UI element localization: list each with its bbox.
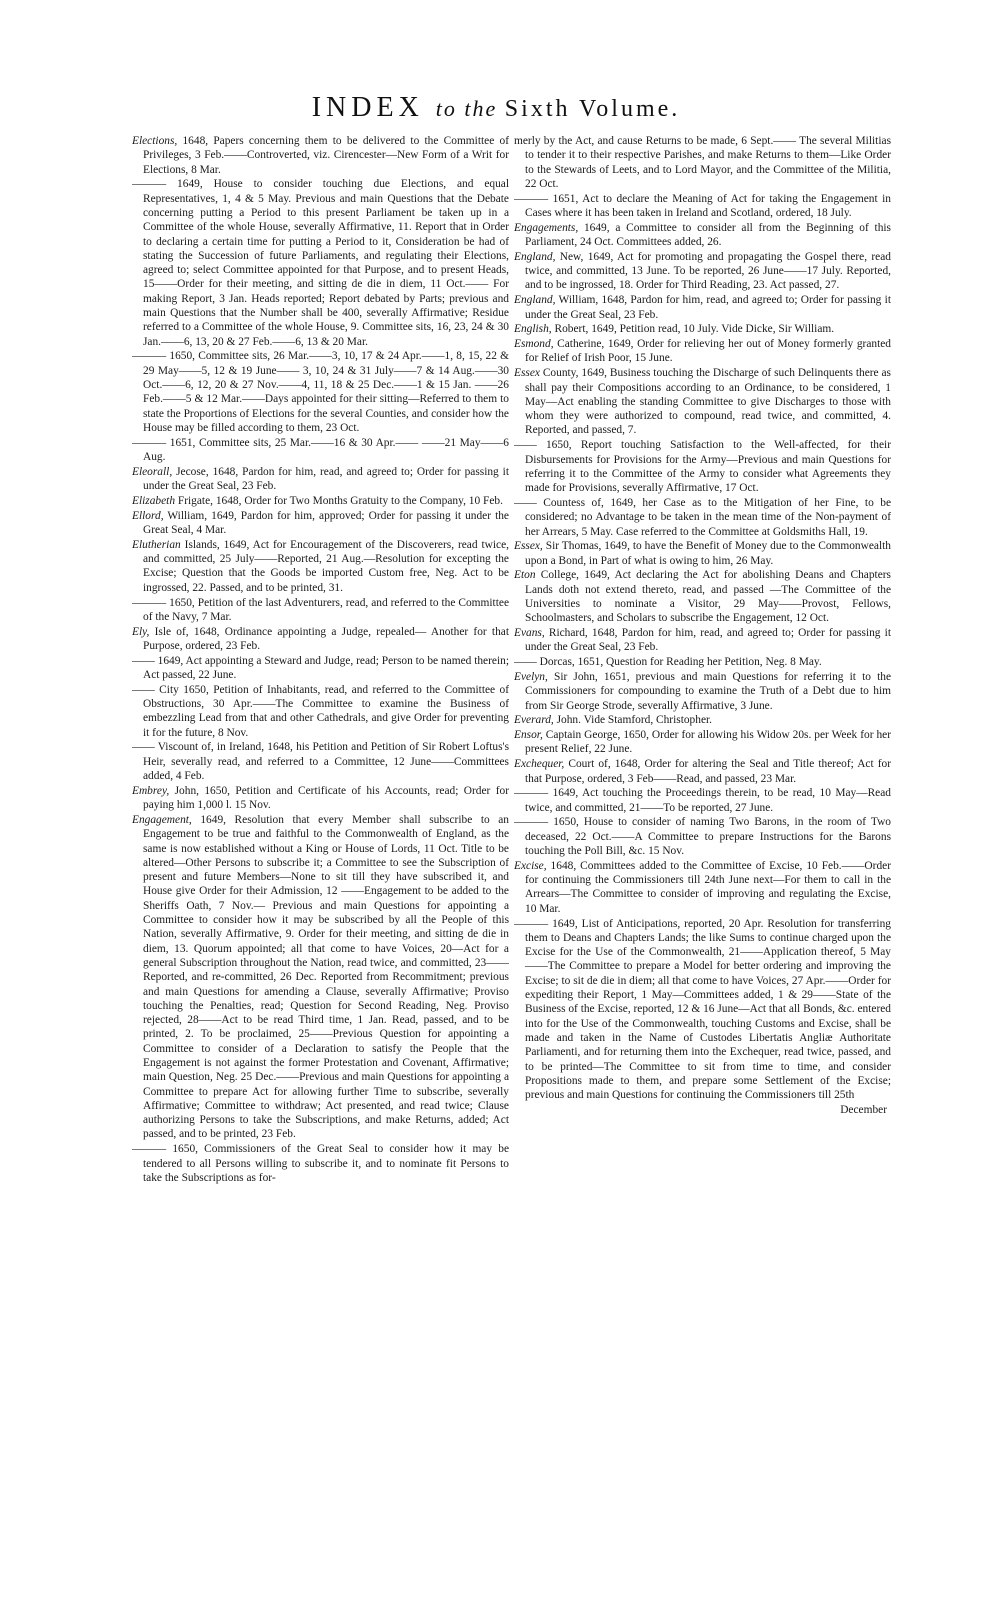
entry-text: Richard, 1648, Pardon for him, read, and agreed to; Order for passing it under the Great Seal, 23 Feb. [525,627,891,654]
index-entry [514,322,891,336]
entry-text: Catherine, 1649, Order for relieving her out of Money formerly granted for Relief of Irish Poor, 15 June. [525,338,891,365]
entry-headword: Embrey, [132,784,170,797]
entry-headword: Ely, [132,625,150,638]
index-entry [132,436,509,465]
index-entry [132,740,509,783]
index-entry [132,596,509,625]
entry-text: Court of, 1648, Order for altering the Seal and Title thereof; Act for that Purpose, ordered, 3 Feb——Read, and passed, 23 Mar. [525,758,891,785]
entry-text: ——— 1649, House to consider touching due Elections, and equal Representatives, 1, 4 & 5 May. Previous and main Questions that the Debate concerning putting a Period to this present Parliament be taken up in a Committee of the whole House, severally Affirmative, 11. Report that in Order to declaring a certain time for putting a Period to it, Consideration be had of stating the Succession of future Parliaments, and regulating their Elections, agreed to; select Committee appointed for that Purpose, and to present Heads, 15——Order for their meeting, and sitting de die in diem, 11 Oct.—— For making Report, 3 Jan. Heads reported; Report debated by Parts; previous and main Questions that the Number shall be 400, severally Affirmative; Residue referred to a Committee of the whole House, 9. Committee sits, 16, 23, 24 & 30 Jan.——6, 13, 20 & 27 Feb.——6, 13 & 20 Mar. [132,178,509,348]
index-entry [514,815,891,858]
catchword: December [840,1103,887,1116]
index-entry [514,134,891,191]
entry-text: 1648, Papers concerning them to be delivered to the Committee of Privileges, 3 Feb.——Controverted, viz. Cirencester—New Form of a Writ for Elections, 8 Mar. [143,135,509,176]
entry-text: ——— 1649, List of Anticipations, reported, 20 Apr. Resolution for transferring them to Deans and Chapters Lands; the like Sums to continue charged upon the Excise for the Use of the Commonwealth, 21——Application thereof, 5 May——The Committee to prepare a Model for better ordering and improving the Excise; to sit de die in diem; all that come to have Voices, 27 Apr.——Order for expediting their Report, 1 May—Committees added, 1 & 29——State of the Business of the Excise, reported, 12 & 16 June—Act that all Bonds, &c. entered into for the Use of the Commonwealth, touching Customs and Excise, shall be made and taken in the Name of Custodes Libertatis Angliæ Authoritate Parliamenti, and for returning them into the Exchequer, read twice, passed, and to be printed—The Committee to sit from time to time, and consider Propositions made to them, and prepare some Settlement of the Excise; previous and main Questions for continuing the Commissioners till 25th [514,917,891,1102]
entry-text: Frigate, 1648, Order for Two Months Gratuity to the Company, 10 Feb. [175,494,503,507]
entry-text: —— City 1650, Petition of Inhabitants, read, and referred to the Committee of Obstructions, 30 Apr.——The Committee to examine the Business of embezzling Lead from that and other Cathedrals, and give Order for preventing it for the future, 8 Nov. [132,683,509,739]
index-entry [132,784,509,813]
entry-text: —— Viscount of, in Ireland, 1648, his Petition and Petition of Sir Robert Loftus's Heir, severally read, and referred to a Committee, 12 June——Committees added, 4 Feb. [132,741,509,783]
entry-headword: England, [514,250,556,263]
left-column [132,134,509,1594]
entry-headword: Esmond, [514,338,554,351]
index-entry [514,713,891,727]
index-entry [132,509,509,538]
index-entry [514,670,891,713]
index-entry [132,654,509,683]
title-volume: Sixth Volume. [504,96,681,122]
right-column-entries [514,134,891,1102]
entry-text: William, 1648, Pardon for him, read, and agreed to; Order for passing it under the Great Seal, 23 Feb. [525,294,891,321]
title-index: INDEX [311,92,436,123]
index-entry [514,293,891,322]
entry-headword: Engagements, [514,221,579,234]
index-entry [132,177,509,349]
index-entry [514,655,891,669]
index-entry [132,625,509,654]
entry-headword: Eleorall, [132,465,173,478]
entry-headword: Elutherian [132,538,181,551]
entry-text: John. Vide Stamford, Christopher. [553,714,713,727]
entry-text: Sir John, 1651, previous and main Questions for referring it to the Commissioners for compounding to examine the Truth of a Debt due to him from Sir George Strode, severally Affirmative, 3 June. [525,670,891,712]
entry-text: —— 1649, Act appointing a Steward and Judge, read; Person to be named therein; Act passed, 22 June. [132,654,509,681]
index-entry [132,1142,509,1185]
entry-headword: Elections, [132,135,178,147]
entry-text: New, 1649, Act for promoting and propagating the Gospel there, read twice, and committed, 13 June. To be reported, 26 June——17 July. Reported, and to be ingrossed, 18. Order for Third Reading, 23. Act passed, 27. [525,250,891,292]
index-entry [132,813,509,1142]
entry-text: County, 1649, Business touching the Discharge of such Delinquents there as shall pay their Compositions according to an Ordinance, to be considered, 1 May—Act enabling the standing Committee to give Discharges to those with whom they were authorized to compound, read twice, and committed, 4. Reported, and passed, 7. [525,367,891,437]
entry-text: —— Dorcas, 1651, Question for Reading her Petition, Neg. 8 May. [514,656,822,669]
entry-headword: Evans, [514,627,545,640]
entry-text: ——— 1650, Petition of the last Adventurers, read, and referred to the Committee of the Navy, 7 Mar. [132,596,509,623]
entry-text: Captain George, 1650, Order for allowing his Widow 20s. per Week for her present Relief, 22 June. [525,729,891,756]
entry-text: 1648, Committees added to the Committee of Excise, 10 Feb.——Order for continuing the Commissioners till 24th June next—For them to call in the Arrears—The Committee to consider of improving and regulating the Excise, 10 Mar. [525,859,891,915]
index-entry [514,626,891,655]
entry-headword: English, [514,323,552,336]
entry-headword: Excise, [514,859,547,872]
right-column [514,134,891,1594]
index-entry [514,337,891,366]
entry-headword: England, [514,294,556,307]
index-entry [514,786,891,815]
index-entry [514,438,891,495]
index-entry [514,250,891,293]
index-entry [514,539,891,568]
entry-text: —— Countess of, 1649, her Case as to the Mitigation of her Fine, to be considered; no Advantage to be taken in the mean time of the Non-payment of her Arrears, 5 May. Case referred to the Committee at Goldsmiths Hall, 19. [514,496,891,538]
entry-headword: Eton [514,569,536,582]
title-to-the: to the [435,96,505,121]
entry-text: ——— 1650, Commissioners of the Great Seal to consider how it may be tendered to all Persons willing to subscribe it, and to nominate fit Persons to take the Subscriptions as for- [132,1143,509,1184]
index-entry [132,134,509,177]
entry-text: William, 1649, Pardon for him, approved; Order for passing it under the Great Seal, 4 Mar. [143,509,509,537]
entry-text: Sir Thomas, 1649, to have the Benefit of Money due to the Commonwealth upon a Bond, in Part of what is owing to him, 26 May. [525,540,891,567]
entry-headword: Evelyn, [514,670,548,683]
index-entry [514,728,891,757]
entry-headword: Ellord, [132,509,164,522]
index-entry [514,859,891,916]
entry-headword: Exchequer, [514,758,565,771]
entry-text: 1649, Resolution that every Member shall subscribe to an Engagement to be true and faithful to the Commonwealth of England, as the same is now established without a King or House of Lords, 11 Oct. Title to be altered—Other Persons to subscribe it; a Committee to see the Subscription of present and future Members—None to sit till they have subscribed it, and House give Order for their Admission, 12 ——Engagement to be added to the Sheriffs Oath, 7 Nov.— Previous and main Questions for appointing a Committee to consider how it may be subscribed by all the People of this Nation, severally Affirmative, 9. Order for their meeting, and sitting de die in diem, 13. Quorum appointed; all that come to have Voices, 20—Act for a general Subscription throughout the Nation, read twice, and committed, 23—— Reported, and re-committed, 26 Dec. Reported from Recommitment; previous and main Questions for amending a Clause, severally Affirmative; Proviso touching the Penalties, read; Question for Second Reading, Neg. Proviso rejected, 28——Act to be read Third time, 1 Jan. Read, passed, and to be printed, 2. To be proclaimed, 25——Previous Question for appointing a Committee to consider of a Declaration to satisfy the People that the Engagement is not against the former Protestation and Covenant, Affirmative; main Question, Neg. 25 Dec.——Previous and main Questions for appointing a Committee to prepare Act for allowing further Time to subscribe, severally Affirmative; Committee to withdraw; Act presented, and read twice; Clause authorizing Persons to take the Subscriptions, and make Returns, added; Act passed, and to be printed, 23 Feb. [143,813,509,1141]
entry-headword: Essex [514,367,540,380]
entry-text: ——— 1650, Committee sits, 26 Mar.——3, 10, 17 & 24 Apr.——1, 8, 15, 22 & 29 May——5, 12 & 19 June—— 3, 10, 24 & 31 July——7 & 14 Aug.——30 Oct.——6, 12, 20 & 27 Nov.——4, 11, 18 & 25 Dec.——1 & 15 Jan. ——26 Feb.——5 & 12 Mar.——Days appointed for their sitting—Referred to them to state the Proportions of Elections for the several Counties, and consider how the House may be filled according to them, 23 Oct. [132,350,509,434]
entry-text: Isle of, 1648, Ordinance appointing a Judge, repealed— Another for that Purpose, ordered, 23 Feb. [143,625,509,652]
entry-headword: Engagement, [132,813,192,826]
index-entry [132,538,509,595]
entry-text: ——— 1650, House to consider of naming Two Barons, in the room of Two deceased, 22 Oct.——A Committee to prepare Instructions for the Barons touching the Poll Bill, &c. 15 Nov. [514,816,891,858]
entry-headword: Elizabeth [132,494,176,507]
index-entry [514,917,891,1103]
page-title [0,92,992,124]
index-entry [132,494,509,508]
index-entry [514,496,891,539]
entry-text: merly by the Act, and cause Returns to be made, 6 Sept.—— The several Militias to tender it to their respective Parishes, and make Returns to them—Like Order to the Stewards of Leets, and to Lord Mayor, and the Committee of the Militia, 22 Oct. [514,135,891,190]
entry-text: ——— 1651, Act to declare the Meaning of Act for taking the Engagement in Cases where it has been taken in Ireland and Scotland, ordered, 18 July. [514,192,891,219]
index-entry [132,465,509,494]
entry-text: Robert, 1649, Petition read, 10 July. Vide Dicke, Sir William. [551,323,835,336]
index-entry [514,192,891,221]
entry-text: —— 1650, Report touching Satisfaction to the Well-affected, for their Disbursements for Provisions for the Army—Previous and main Questions for referring it to the Committee of the Army to consider what Agreements they made for Provisions, severally Affirmative, 17 Oct. [514,439,891,495]
entry-text: Islands, 1649, Act for Encouragement of the Discoverers, read twice, and committed, 25 July——Reported, 21 Aug.—Resolution for excepting the Excise; Question that the Goods be imported Custom free, Neg. Act to be ingrossed, 22. Passed, and to be printed, 31. [143,538,509,594]
entry-text: ——— 1651, Committee sits, 25 Mar.——16 & 30 Apr.—— ——21 May——6 Aug. [132,436,509,464]
entry-text: 1649, a Committee to consider all from the Beginning of this Parliament, 24 Oct. Committees added, 26. [525,221,891,249]
entry-headword: Everard, [514,714,554,727]
entry-headword: Essex, [514,540,543,553]
index-entry [514,221,891,250]
index-entry [514,366,891,437]
index-entry [514,757,891,786]
index-entry [132,683,509,740]
entry-text: ——— 1649, Act touching the Proceedings therein, to be read, 10 May—Read twice, and committed, 21——To be reported, 27 June. [514,787,891,814]
index-entry [132,349,509,435]
entry-text: John, 1650, Petition and Certificate of his Accounts, read; Order for paying him 1,000 l. 15 Nov. [143,784,509,812]
entry-text: College, 1649, Act declaring the Act for abolishing Deans and Chapters Lands doth not extend thereto, read, and passed —The Committee of the Universities to nominate a Visitor, 29 May——Provost, Fellows, Schoolmasters, and Scholars to subscribe the Engagement, 12 Oct. [525,569,891,625]
entry-headword: Ensor, [514,729,543,742]
index-entry [514,568,891,625]
entry-text: Jecose, 1648, Pardon for him, read, and agreed to; Order for passing it under the Great Seal, 23 Feb. [143,465,509,493]
